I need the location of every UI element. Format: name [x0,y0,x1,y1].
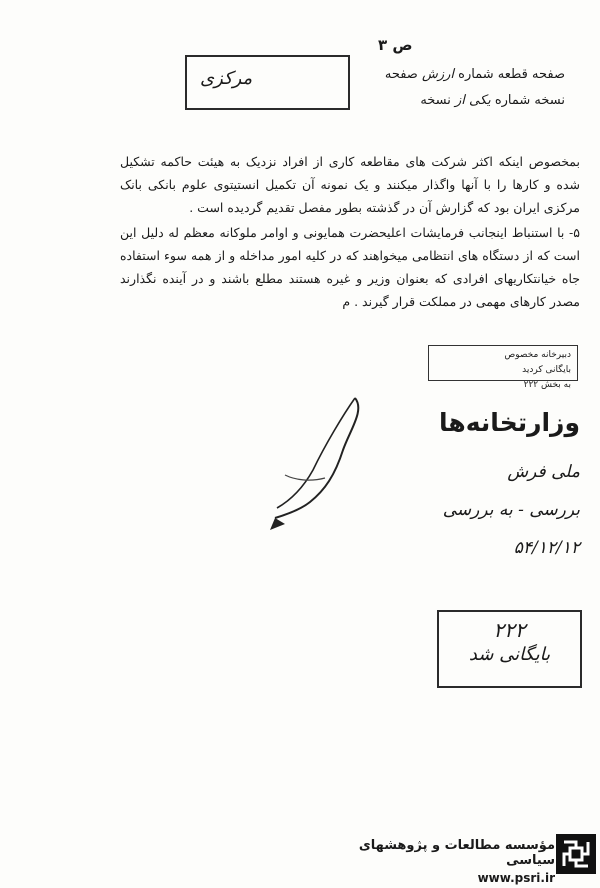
handwritten-note-1: ملی فرش [507,462,580,482]
secretariat-stamp-line-3: به بخش ۲۲۲ [523,380,571,390]
handwritten-date: ۵۴/۱۲/۱۲ [513,538,580,558]
hand-drawn-arrow-sketch [255,390,385,540]
handwritten-note-2: بررسی - به بررسی [442,500,580,520]
header-page-suffix: صفحه [384,67,418,82]
archive-stamp [437,610,582,688]
archive-stamp-number: ۲۲۲ [493,618,526,642]
institute-logo-icon [556,834,596,874]
archive-stamp-label: بایگانی شد [468,644,551,665]
footer [315,838,555,885]
header-copy-value: یکی از [455,93,491,108]
header-page-value: ارزش [421,67,455,82]
body-paragraph-2: ۵- با استنباط اینجانب فرمایشات اعلیحضرت همایونی و اوامر ملوکانه معظم له دلیل این است که از دستگاه های انتظامی میخواهند که در کلیه امور مداخله و از همه سوء استفاده جاه خیانتکاریهای افرادی که بعنوان وزیر و غیره هستند مطلع باشند و در آینده نگذارند مصدر کارهای مهمی در مملکت قرار گیرند . م [120,225,580,309]
secretariat-stamp-line-1: دبیرخانه مخصوص [504,350,571,360]
document-body [120,150,580,313]
header-copy-label: نسخه شماره [494,93,565,108]
header-page-label: صفحه قطعه شماره [458,67,565,82]
header-line-1 [355,62,565,88]
body-paragraph-1: بمخصوص اینکه اکثر شرکت های مقاطعه کاری از افراد نزدیک به هیئت حاکمه تشکیل شده و کارها را با آنها واگذار میکنند و یک نمونه آن تکمیل انستیتوی علوم بانکی بانک مرکزی ایران بود که گزارش آن در گذشته بطور مفصل تقدیم گردیده است . [120,154,580,215]
institute-url: www.psri.ir [477,871,555,885]
secretariat-stamp-line-2: بایگانی کردید [522,365,571,375]
header-copy-suffix: نسخه [420,93,451,108]
classification-stamp-handwriting: مرکزی [200,68,253,89]
page-number: ص ۳ [378,36,413,54]
header-line-2 [355,88,565,114]
ministry-heading: وزارتخانه‌ها [439,408,580,437]
document-header [355,62,565,114]
secretariat-stamp [428,345,578,390]
institute-name: مؤسسه مطالعات و پژوهشهای سیاسی [358,838,555,868]
